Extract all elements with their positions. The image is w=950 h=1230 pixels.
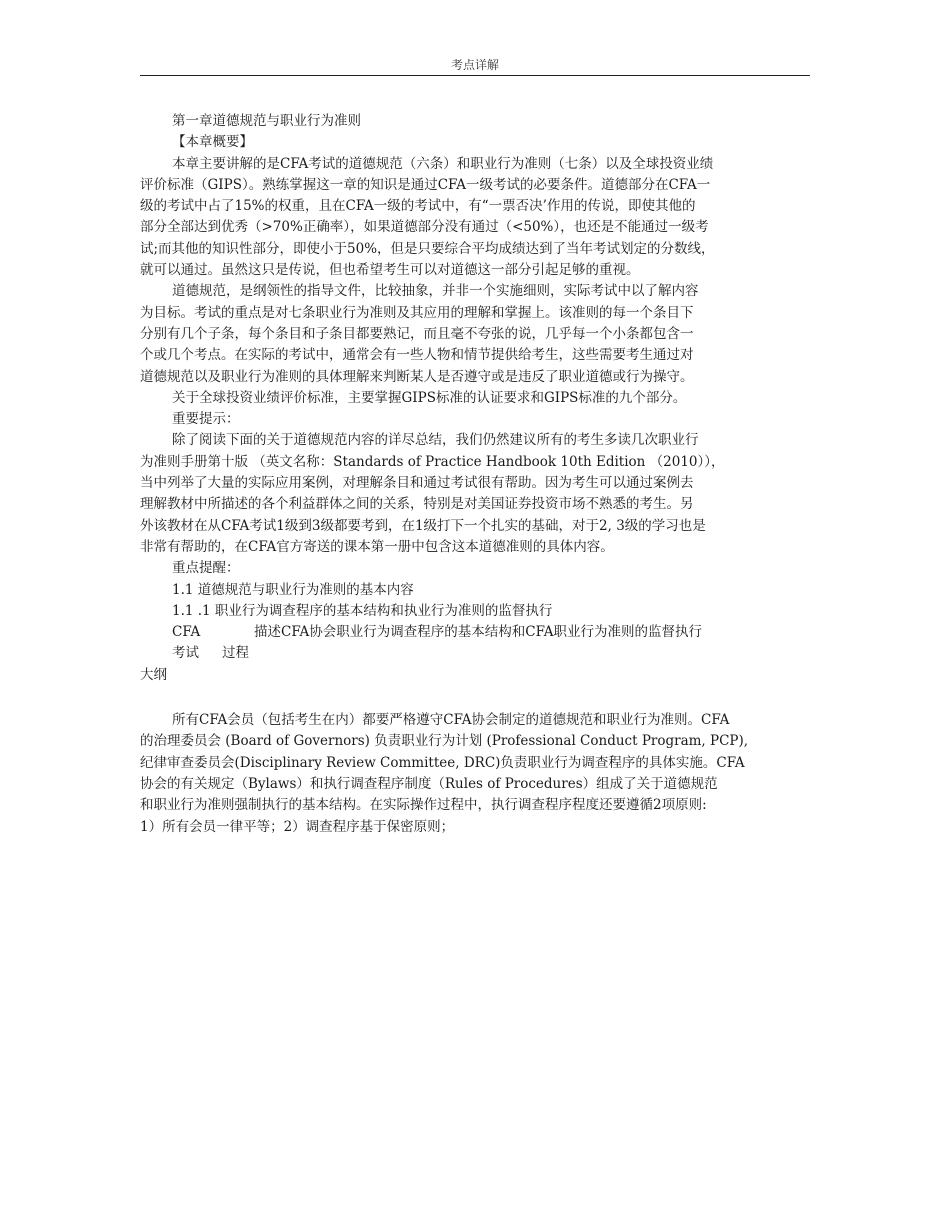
paragraph-line: 协会的有关规定（Bylaws）和执行调查程序制度（Rules of Procedures）组成了关于道德规范 xyxy=(140,775,718,792)
important-paragraph xyxy=(140,430,810,558)
paragraph-line: 除了阅读下面的关于道德规范内容的详尽总结，我们仍然建议所有的考生多读几次职业行 xyxy=(172,432,699,449)
syllabus-label: 大纲 xyxy=(140,666,167,683)
paragraph-line: 试;而其他的知识性部分，即使小于50%，但是只要综合平均成绩达到了当年考试划定的分数线， xyxy=(140,240,715,257)
paragraph-line: 非常有帮助的，在CFA官方寄送的课本第一册中包含这本道德准则的具体内容。 xyxy=(140,538,614,555)
paragraph-line: 为目标。考试的重点是对七条职业行为准则及其应用的理解和掌握上。该准则的每一个条目下 xyxy=(140,304,694,321)
paragraph-line: 道德规范以及职业行为准则的具体理解来判断某人是否遵守或是违反了职业道德或行为操守。 xyxy=(140,368,694,385)
paragraph-line: 1）所有会员一律平等；2）调查程序基于保密原则； xyxy=(140,818,455,835)
syllabus-row xyxy=(140,665,810,686)
paragraph-line: 道德规范，是纲领性的指导文件，比较抽象，并非一个实施细则，实际考试中以了解内容 xyxy=(172,283,699,300)
syllabus-block xyxy=(140,622,810,686)
final-paragraph xyxy=(140,710,810,838)
page-header: 考点详解 xyxy=(450,58,499,72)
key-points-heading: 重点提醒： xyxy=(172,560,240,577)
paragraph-line: 所有CFA会员（包括考生在内）都要严格遵守CFA协会制定的道德规范和职业行为准则。CFA xyxy=(172,712,730,729)
paragraph-line: 分别有几个子条，每个条目和子条目都要熟记，而且毫不夸张的说，几乎每一个小条都包含一 xyxy=(140,325,694,342)
paragraph-line: 为准则手册第十版 （英文名称：Standards of Practice Handbook 10th Edition （2010））， xyxy=(140,453,725,470)
code-paragraph xyxy=(140,281,810,387)
syllabus-label: 考试 xyxy=(172,645,199,662)
syllabus-text: 过程 xyxy=(222,645,249,662)
syllabus-text: 描述CFA协会职业行为调查程序的基本结构和CFA职业行为准则的监督执行 xyxy=(254,624,703,641)
paragraph-line: 当中列举了大量的实际应用案例，对理解条目和通过考试很有帮助。因为考生可以通过案例去 xyxy=(140,475,694,492)
paragraph-line: 纪律审查委员会(Disciplinary Review Committee, DRC)负责职业行为调查程序的具体实施。CFA xyxy=(140,754,745,771)
important-heading: 重要提示： xyxy=(172,411,240,428)
gips-paragraph: 关于全球投资业绩评价标准，主要掌握GIPS标准的认证要求和GIPS标准的九个部分。 xyxy=(172,389,687,406)
paragraph-line: 的治理委员会 (Board of Governors) 负责职业行为计划 (Professional Conduct Program, PCP), xyxy=(140,733,749,750)
overview-heading: 【本章概要】 xyxy=(172,134,253,151)
section-heading-1-1: 1.1 道德规范与职业行为准则的基本内容 xyxy=(172,581,414,598)
paragraph-line: 就可以通过。虽然这只是传说，但也希望考生可以对道德这一部分引起足够的重视。 xyxy=(140,262,640,279)
paragraph-line: 本章主要讲解的是CFA考试的道德规范（六条）和职业行为准则（七条）以及全球投资业绩 xyxy=(172,155,714,172)
paragraph-line: 外该教材在从CFA考试1级到3级都要考到，在1级打下一个扎实的基础，对于2, 3级的学习也是 xyxy=(140,517,706,534)
syllabus-row xyxy=(140,643,810,664)
syllabus-label: CFA xyxy=(172,624,201,641)
overview-paragraph xyxy=(140,154,810,282)
paragraph-line: 个或几个考点。在实际的考试中，通常会有一些人物和情节提供给考生，这些需要考生通过对 xyxy=(140,347,694,364)
header-rule xyxy=(140,75,810,76)
syllabus-row xyxy=(140,622,810,643)
document-body xyxy=(140,111,810,838)
paragraph-line: 级的考试中占了15%的权重，且在CFA一级的考试中，有“一票否决’作用的传说，即使其他的 xyxy=(140,198,696,215)
paragraph-line: 和职业行为准则强制执行的基本结构。在实际操作过程中，执行调查程序程度还要遵循2项原则: xyxy=(140,797,707,814)
paragraph-line: 评价标准（GIPS）。熟练掌握这一章的知识是通过CFA一级考试的必要条件。道德部分在CFA一 xyxy=(140,176,711,193)
paragraph-line: 理解教材中所描述的各个利益群体之间的关系，特别是对美国证券投资市场不熟悉的考生。另 xyxy=(140,496,694,513)
chapter-title: 第一章道德规范与职业行为准则 xyxy=(172,113,361,129)
section-heading-1-1-1: 1.1 .1 职业行为调查程序的基本结构和执业行为准则的监督执行 xyxy=(172,602,553,619)
paragraph-line: 部分全部达到优秀（>70%正确率），如果道德部分没有通过（<50%），也还是不能通过一级考 xyxy=(140,219,709,236)
